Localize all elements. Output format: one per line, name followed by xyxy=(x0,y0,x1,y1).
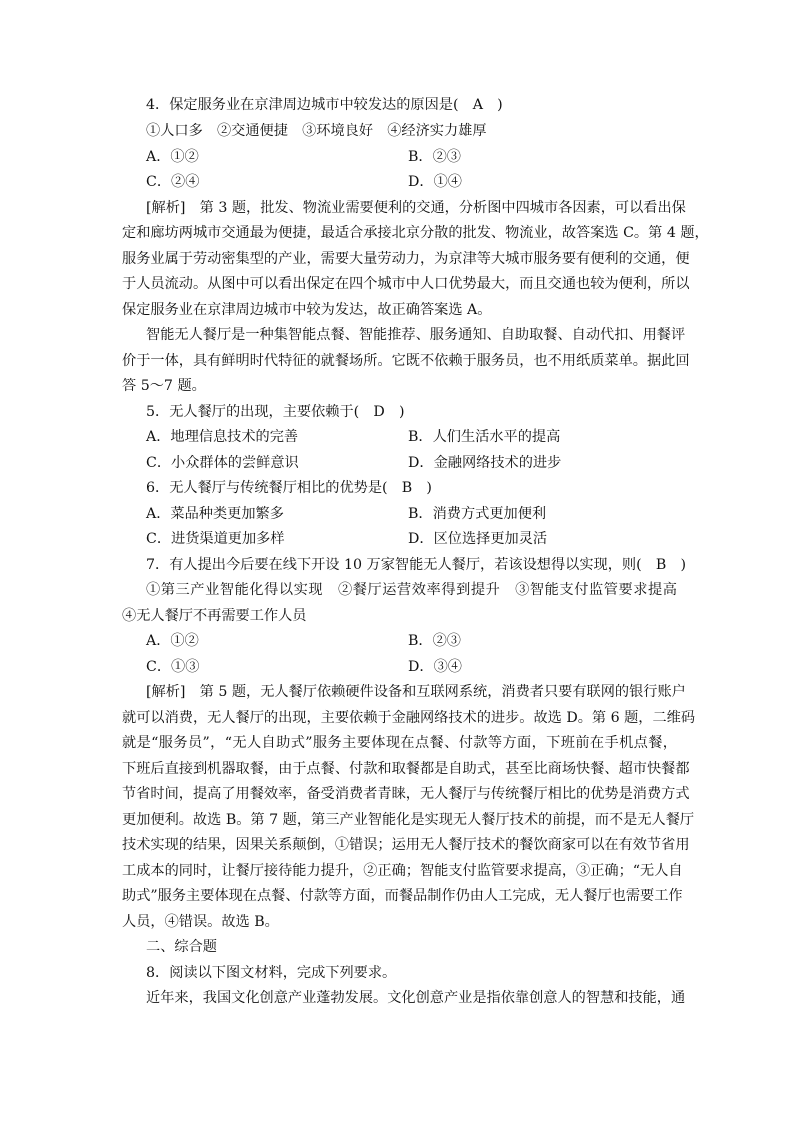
question-5-option-a: A．地理信息技术的完善 xyxy=(146,429,299,445)
analysis-2-line: 技术实现的结果，因果关系颠倒，①错误；运用无人餐厅技术的餐饮商家可以在有效节省用 xyxy=(122,837,690,853)
analysis-1-line: 定和廊坊两城市交通最为便捷，最适合承接北京分散的批发、物流业，故答案选 C。第 4 题， xyxy=(122,225,709,241)
analysis-2-line: 节省时间，提高了用餐效率，备受消费者青睐，无人餐厅与传统餐厅相比的优势是消费方式 xyxy=(122,786,690,802)
analysis-1-line: 于人员流动。从图中可以看出保定在四个城市中人口优势最大，而且交通也较为便利，所以 xyxy=(122,276,690,292)
question-6-option-a: A．菜品种类更加繁多 xyxy=(146,506,284,522)
analysis-2-line: 下班后直接到机器取餐，由于点餐、付款和取餐都是自助式，甚至比商场快餐、超市快餐都 xyxy=(122,761,690,777)
analysis-1-line: 保定服务业在京津周边城市中较为发达，故正确答案选 A。 xyxy=(122,302,492,318)
question-6-option-c: C．进货渠道更加多样 xyxy=(146,531,285,547)
analysis-2-line: 人员，④错误。故选 B。 xyxy=(122,914,279,930)
question-5-option-c: C．小众群体的尝鲜意识 xyxy=(146,455,299,471)
question-8-stem: 8．阅读以下图文材料，完成下列要求。 xyxy=(146,965,397,981)
question-6-stem: 6．无人餐厅与传统餐厅相比的优势是( B ) xyxy=(146,480,432,496)
question-4-option-a: A．①② xyxy=(146,149,199,165)
analysis-1-line: [解析] 第 3 题，批发、物流业需要便利的交通，分析图中四城市各因素，可以看出保 xyxy=(146,200,686,216)
question-8-text: 近年来，我国文化创意产业蓬勃发展。文化创意产业是指依靠创意人的智慧和技能，通 xyxy=(146,990,686,1006)
analysis-2-line: 就可以消费，无人餐厅的出现，主要依赖于金融网络技术的进步。故选 D。第 6 题，二维码 xyxy=(122,710,696,726)
question-4-items: ①人口多 ②交通便捷 ③环境良好 ④经济实力雄厚 xyxy=(146,123,487,139)
question-5-option-b: B．人们生活水平的提高 xyxy=(408,429,561,445)
question-7-option-c: C．①③ xyxy=(146,659,200,675)
intro-line: 价于一体，具有鲜明时代特征的就餐场所。它既不依赖于服务员，也不用纸质菜单。据此回 xyxy=(122,353,690,369)
question-5-stem: 5．无人餐厅的出现，主要依赖于( D ) xyxy=(146,404,405,420)
question-4-option-d: D．①④ xyxy=(408,174,462,190)
question-4-option-c: C．②④ xyxy=(146,174,200,190)
question-7-items-2: ④无人餐厅不再需要工作人员 xyxy=(122,608,307,624)
analysis-2-line: 助式”服务主要体现在点餐、付款等方面，而餐品制作仍由人工完成，无人餐厅也需要工作 xyxy=(122,888,683,904)
question-7-items-1: ①第三产业智能化得以实现 ②餐厅运营效率得到提升 ③智能支付监管要求提高 xyxy=(146,582,677,598)
question-4-option-b: B．②③ xyxy=(408,149,461,165)
question-7-option-d: D．③④ xyxy=(408,659,462,675)
analysis-2-line: 就是“服务员”，“无人自助式”服务主要体现在点餐、付款等方面，下班前在手机点餐， xyxy=(122,735,677,751)
analysis-2-line: 更加便利。故选 B。第 7 题，第三产业智能化是实现无人餐厅技术的前提，而不是无人餐厅 xyxy=(122,812,695,828)
intro-line: 智能无人餐厅是一种集智能点餐、智能推荐、服务通知、自助取餐、自动代扣、用餐评 xyxy=(146,327,686,343)
question-7-option-b: B．②③ xyxy=(408,633,461,649)
question-7-stem: 7．有人提出今后要在线下开设 10 万家智能无人餐厅，若该设想得以实现，则( B ) xyxy=(146,557,686,573)
question-4-stem: 4．保定服务业在京津周边城市中较发达的原因是( A ) xyxy=(146,97,503,113)
question-7-option-a: A．①② xyxy=(146,633,199,649)
question-5-option-d: D．金融网络技术的进步 xyxy=(408,455,562,471)
intro-line: 答 5～7 题。 xyxy=(122,378,206,394)
analysis-2-line: [解析] 第 5 题，无人餐厅依赖硬件设备和互联网系统，消费者只要有联网的银行账户 xyxy=(146,684,686,700)
analysis-2-line: 工成本的同时，让餐厅接待能力提升，②正确；智能支付监管要求提高，③正确；“无人自 xyxy=(122,863,683,879)
analysis-1-line: 服务业属于劳动密集型的产业，需要大量劳动力，为京津等大城市服务要有便利的交通，便 xyxy=(122,251,690,267)
question-6-option-b: B．消费方式更加便利 xyxy=(408,506,547,522)
question-6-option-d: D．区位选择更加灵活 xyxy=(408,531,548,547)
section-heading: 二、综合题 xyxy=(146,939,217,955)
